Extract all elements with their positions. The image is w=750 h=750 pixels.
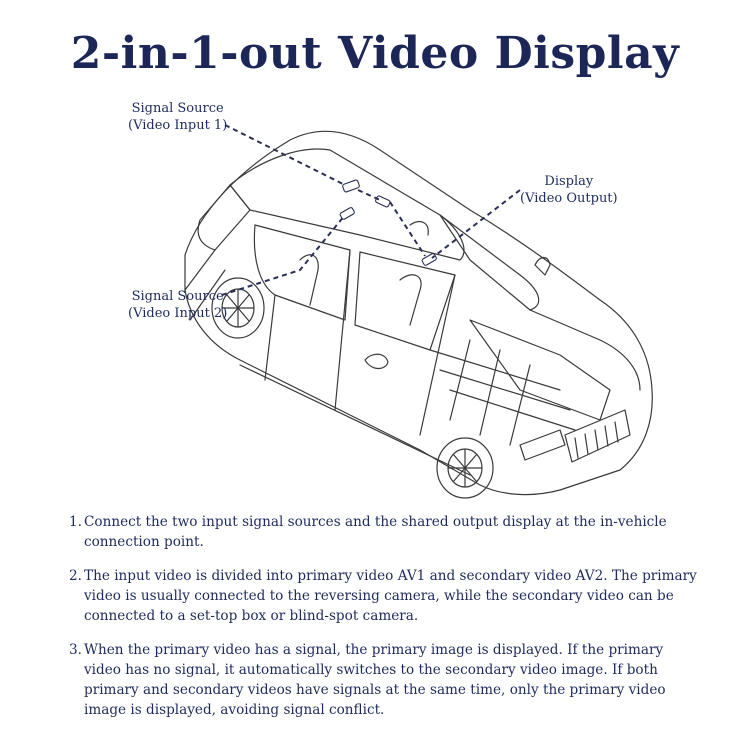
callout-video-output bbox=[520, 173, 618, 207]
callout-input1-line1: Signal Source bbox=[131, 101, 224, 116]
callout-input2-line2: (Video Input 2) bbox=[128, 306, 228, 321]
list-item-text: When the primary video has a signal, the primary image is displayed. If the primary video has no signal, it automatically switches to the secondary video image. If both primary and secondary videos have signals at the same time, only the primary video image is displayed, avoiding signal conflict. bbox=[84, 642, 666, 718]
front-wheel bbox=[437, 438, 493, 498]
leader-output bbox=[432, 190, 520, 258]
car-illustration bbox=[0, 90, 750, 510]
instruction-list bbox=[60, 512, 700, 734]
callout-input1-line2: (Video Input 1) bbox=[128, 118, 228, 133]
list-item bbox=[60, 566, 700, 626]
wiring-connectors bbox=[339, 180, 437, 266]
list-item bbox=[60, 640, 700, 720]
list-item bbox=[60, 512, 700, 552]
leader-input1 bbox=[225, 125, 345, 185]
callout-video-input-1 bbox=[128, 100, 227, 134]
list-item-number: 2. bbox=[69, 568, 82, 584]
list-item-number: 3. bbox=[69, 642, 82, 658]
callout-video-input-2 bbox=[128, 288, 227, 322]
callout-output-line1: Display bbox=[544, 174, 594, 189]
callout-input2-line1: Signal Source bbox=[131, 289, 224, 304]
page-title: 2-in-1-out Video Display bbox=[70, 28, 680, 79]
car-diagram bbox=[0, 90, 750, 510]
list-item-text: The input video is divided into primary video AV1 and secondary video AV2. The primary video is usually connected to the reversing camera, while the secondary video can be connected to a set-top box or blind-spot camera. bbox=[84, 568, 697, 624]
callout-leaders bbox=[222, 125, 520, 295]
list-item-text: Connect the two input signal sources and the shared output display at the in-vehicle connection point. bbox=[84, 514, 667, 550]
list-item-number: 1. bbox=[69, 514, 82, 530]
callout-output-line2: (Video Output) bbox=[520, 191, 618, 206]
